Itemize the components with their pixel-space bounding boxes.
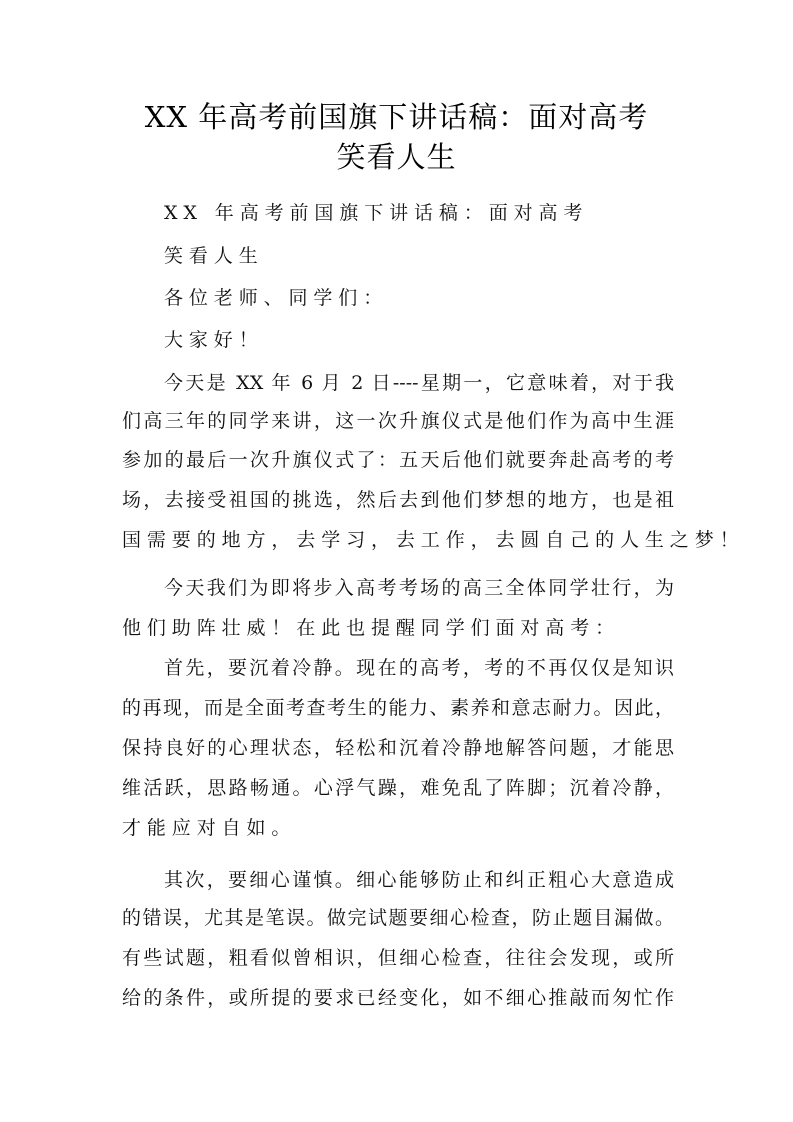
paragraph-4-line: 其次，要细心谨慎。细心能够防止和纠正粗心大意造成 [164,869,674,891]
paragraph-3-line: 维活跃，思路畅通。心浮气躁，难免乱了阵脚；沉着冷静， [122,777,674,799]
greeting: 大家好！ [164,329,264,351]
paragraph-2-line: 他们助阵壮威！在此也提醒同学们面对高考： [122,617,621,639]
subtitle-line-1: XX 年高考前国旗下讲话稿：面对高考 [164,202,589,224]
paragraph-2-line: 今天我们为即将步入高考考场的高三全体同学壮行，为 [164,577,674,599]
paragraph-3-line: 的再现，而是全面考查考生的能力、素养和意志耐力。因此， [122,697,674,719]
title-line-1: XX 年高考前国旗下讲话稿：面对高考 [144,100,649,134]
title-line-2: 笑看人生 [336,140,457,174]
paragraph-1-line: 参加的最后一次升旗仪式了：五天后他们就要奔赴高考的考 [122,449,674,471]
paragraph-4-line: 给的条件，或所提的要求已经变化，如不细心推敲而匆忙作 [122,987,674,1009]
paragraph-1-line: 国需要的地方，去学习，去工作，去圆自己的人生之梦！ [122,529,745,551]
paragraph-1-line: 场，去接受祖国的挑选，然后去到他们梦想的地方，也是祖 [122,489,674,511]
subtitle-line-2: 笑看人生 [164,245,264,267]
paragraph-3-line: 首先，要沉着冷静。现在的高考，考的不再仅仅是知识 [164,657,674,679]
paragraph-4-line: 的错误，尤其是笔误。做完试题要细心检查，防止题目漏做。 [122,907,674,929]
document-title [100,97,693,177]
paragraph-1-line: 们高三年的同学来讲，这一次升旗仪式是他们作为高中生涯 [122,410,674,432]
paragraph-1-line: 今天是 XX 年 6 月 2 日----星期一，它意味着，对于我 [164,372,674,394]
salutation: 各位老师、同学们： [164,287,389,309]
paragraph-4-line: 有些试题，粗看似曾相识，但细心检查，往往会发现，或所 [122,947,674,969]
paragraph-3-line: 才能应对自如。 [122,817,297,839]
paragraph-3-line: 保持良好的心理状态，轻松和沉着冷静地解答问题，才能思 [122,737,674,759]
